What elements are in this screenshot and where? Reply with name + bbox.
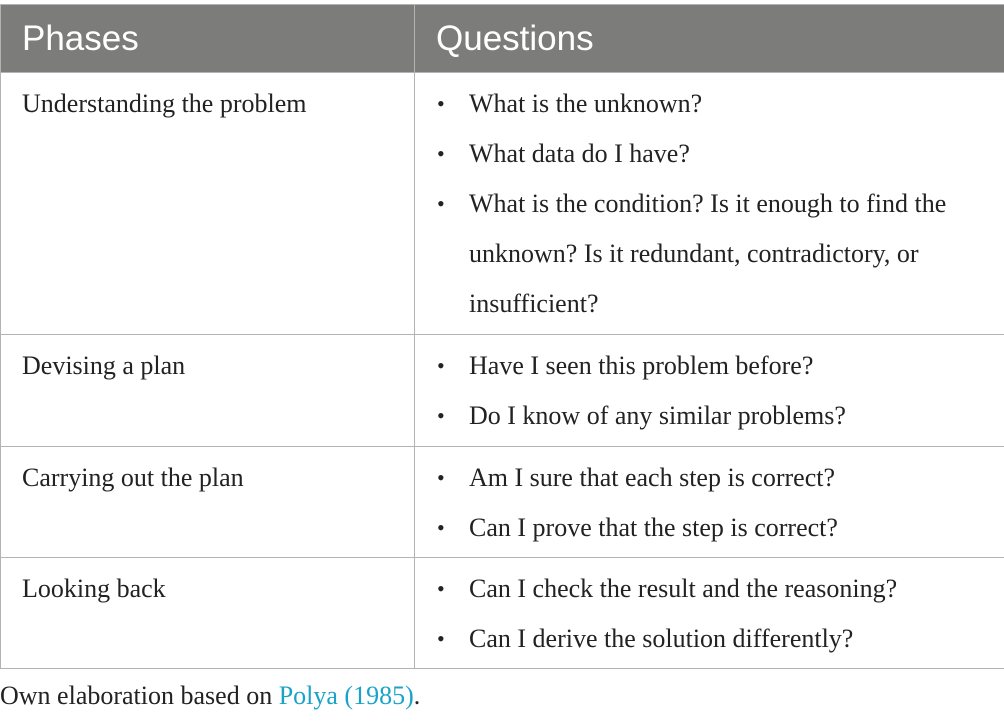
bullet-icon: • bbox=[437, 626, 445, 651]
question-item bbox=[435, 453, 984, 503]
bullet-icon: • bbox=[437, 465, 445, 490]
polya-phases-table bbox=[0, 4, 1004, 669]
question-item bbox=[435, 614, 984, 664]
bullet-icon: • bbox=[437, 576, 445, 601]
footnote-period: . bbox=[413, 681, 421, 710]
question-text: Do I know of any similar problems? bbox=[469, 401, 846, 430]
bullet-icon: • bbox=[437, 353, 445, 378]
question-item bbox=[435, 503, 984, 553]
question-item bbox=[435, 564, 984, 614]
questions-cell bbox=[415, 73, 1004, 335]
question-item bbox=[435, 129, 984, 179]
question-list bbox=[435, 453, 984, 553]
header-questions: Questions bbox=[415, 5, 1004, 73]
bullet-icon: • bbox=[437, 403, 445, 428]
question-list bbox=[435, 564, 984, 664]
questions-cell bbox=[415, 447, 1004, 558]
bullet-icon: • bbox=[437, 141, 445, 166]
question-item bbox=[435, 341, 984, 391]
table-row bbox=[1, 73, 1004, 335]
phase-cell: Understanding the problem bbox=[1, 73, 415, 335]
questions-cell bbox=[415, 335, 1004, 447]
table-row bbox=[1, 447, 1004, 558]
table-row bbox=[1, 558, 1004, 669]
table-container bbox=[0, 4, 1004, 669]
question-list bbox=[435, 79, 984, 329]
table-header-row bbox=[1, 5, 1004, 73]
question-item bbox=[435, 179, 984, 329]
table-footnote bbox=[0, 679, 420, 713]
question-text: Can I prove that the step is correct? bbox=[469, 513, 838, 542]
question-text: What data do I have? bbox=[469, 139, 690, 168]
header-phases: Phases bbox=[1, 5, 415, 73]
question-item bbox=[435, 79, 984, 129]
question-text: What is the unknown? bbox=[469, 89, 703, 118]
table-row bbox=[1, 335, 1004, 447]
phase-cell: Devising a plan bbox=[1, 335, 415, 447]
footnote-text: Own elaboration based on bbox=[0, 681, 279, 710]
bullet-icon: • bbox=[437, 515, 445, 540]
phase-cell: Looking back bbox=[1, 558, 415, 669]
question-text: Can I check the result and the reasoning? bbox=[469, 574, 898, 603]
question-text: Have I seen this problem before? bbox=[469, 351, 814, 380]
question-list bbox=[435, 341, 984, 441]
question-text: Am I sure that each step is correct? bbox=[469, 463, 836, 492]
bullet-icon: • bbox=[437, 191, 445, 216]
questions-cell bbox=[415, 558, 1004, 669]
question-text: What is the condition? Is it enough to find the unknown? Is it redundant, contradictory, or insufficient? bbox=[469, 189, 947, 318]
phase-cell: Carrying out the plan bbox=[1, 447, 415, 558]
question-item bbox=[435, 391, 984, 441]
bullet-icon: • bbox=[437, 91, 445, 116]
citation-link[interactable]: Polya (1985) bbox=[278, 681, 414, 710]
question-text: Can I derive the solution differently? bbox=[469, 624, 854, 653]
